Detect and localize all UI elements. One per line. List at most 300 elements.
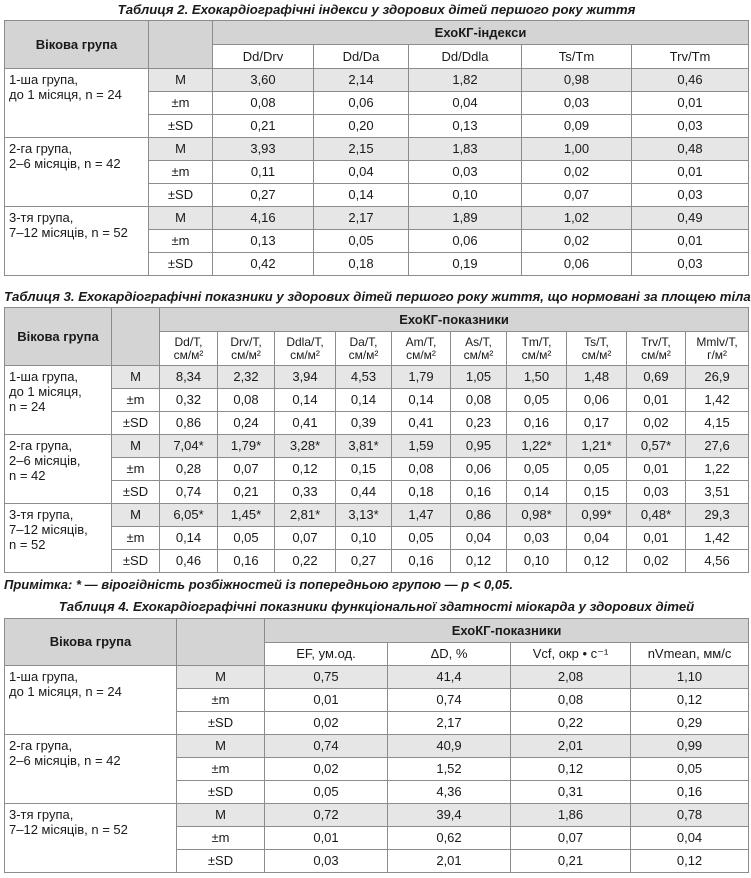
value-cell: 0,11 bbox=[213, 161, 314, 184]
main-header: ЕхоКГ-показники bbox=[160, 308, 749, 332]
value-cell: 0,98 bbox=[522, 69, 632, 92]
column-unit: см/м² bbox=[463, 347, 494, 362]
value-cell: 0,74 bbox=[160, 481, 218, 504]
group-label-line: n = 42 bbox=[9, 468, 46, 483]
column-header: Vcf, окр • с⁻¹ bbox=[511, 643, 631, 666]
column-header bbox=[686, 332, 749, 366]
value-cell: 3,13* bbox=[336, 504, 392, 527]
value-cell: 3,60 bbox=[213, 69, 314, 92]
value-cell: 0,07 bbox=[275, 527, 336, 550]
stat-cell: M bbox=[149, 207, 213, 230]
value-cell: 0,18 bbox=[392, 481, 451, 504]
group-header: Вікова група bbox=[5, 21, 149, 69]
main-header: ЕхоКГ-показники bbox=[265, 619, 749, 643]
value-cell: 0,49 bbox=[632, 207, 749, 230]
value-cell: 0,04 bbox=[409, 92, 522, 115]
value-cell: 1,86 bbox=[511, 804, 631, 827]
value-cell: 0,27 bbox=[213, 184, 314, 207]
value-cell: 0,08 bbox=[511, 689, 631, 712]
stat-cell: ±m bbox=[177, 758, 265, 781]
value-cell: 0,05 bbox=[507, 389, 567, 412]
value-cell: 0,19 bbox=[409, 253, 522, 276]
value-cell: 0,10 bbox=[409, 184, 522, 207]
value-cell: 0,48* bbox=[627, 504, 686, 527]
value-cell: 1,21* bbox=[567, 435, 627, 458]
value-cell: 1,89 bbox=[409, 207, 522, 230]
value-cell: 0,31 bbox=[511, 781, 631, 804]
value-cell: 0,02 bbox=[627, 550, 686, 573]
note-text: * — вірогідність розбіжностей із попередньою групою — р < 0,05. bbox=[72, 577, 513, 592]
stat-cell: ±SD bbox=[177, 781, 265, 804]
value-cell: 0,16 bbox=[631, 781, 749, 804]
stat-cell: ±SD bbox=[177, 850, 265, 873]
value-cell: 0,78 bbox=[631, 804, 749, 827]
value-cell: 0,48 bbox=[632, 138, 749, 161]
value-cell: 7,04* bbox=[160, 435, 218, 458]
value-cell: 0,12 bbox=[451, 550, 507, 573]
group-label bbox=[5, 207, 149, 276]
value-cell: 39,4 bbox=[388, 804, 511, 827]
value-cell: 0,27 bbox=[336, 550, 392, 573]
value-cell: 1,59 bbox=[392, 435, 451, 458]
value-cell: 0,86 bbox=[160, 412, 218, 435]
column-unit: г/м² bbox=[707, 347, 728, 362]
value-cell: 0,20 bbox=[314, 115, 409, 138]
value-cell: 1,22 bbox=[686, 458, 749, 481]
value-cell: 0,39 bbox=[336, 412, 392, 435]
column-header: Trv/Tm bbox=[632, 45, 749, 69]
value-cell: 4,16 bbox=[213, 207, 314, 230]
value-cell: 0,14 bbox=[314, 184, 409, 207]
value-cell: 1,22* bbox=[507, 435, 567, 458]
value-cell: 41,4 bbox=[388, 666, 511, 689]
stat-cell: ±SD bbox=[112, 481, 160, 504]
column-unit: см/м² bbox=[173, 347, 204, 362]
column-name: Tm/T, bbox=[521, 334, 552, 349]
value-cell: 0,03 bbox=[632, 115, 749, 138]
value-cell: 0,07 bbox=[218, 458, 275, 481]
value-cell: 0,14 bbox=[507, 481, 567, 504]
stat-cell: ±m bbox=[149, 92, 213, 115]
group-label-line: 2-га група, bbox=[9, 438, 73, 453]
group-header: Вікова група bbox=[5, 308, 112, 366]
value-cell: 6,05* bbox=[160, 504, 218, 527]
value-cell: 2,15 bbox=[314, 138, 409, 161]
value-cell: 2,32 bbox=[218, 366, 275, 389]
group-label bbox=[5, 504, 112, 573]
stat-cell: ±m bbox=[112, 527, 160, 550]
value-cell: 0,28 bbox=[160, 458, 218, 481]
value-cell: 0,86 bbox=[451, 504, 507, 527]
group-label-line: до 1 місяця, n = 24 bbox=[9, 684, 122, 699]
value-cell: 2,14 bbox=[314, 69, 409, 92]
value-cell: 0,22 bbox=[511, 712, 631, 735]
value-cell: 0,09 bbox=[522, 115, 632, 138]
value-cell: 0,12 bbox=[631, 850, 749, 873]
value-cell: 0,23 bbox=[451, 412, 507, 435]
value-cell: 0,41 bbox=[275, 412, 336, 435]
value-cell: 8,34 bbox=[160, 366, 218, 389]
value-cell: 0,03 bbox=[265, 850, 388, 873]
table-row bbox=[5, 138, 749, 161]
stat-cell: ±m bbox=[149, 230, 213, 253]
value-cell: 0,01 bbox=[265, 689, 388, 712]
value-cell: 0,01 bbox=[632, 161, 749, 184]
stat-cell: ±SD bbox=[112, 550, 160, 573]
value-cell: 3,94 bbox=[275, 366, 336, 389]
value-cell: 0,08 bbox=[213, 92, 314, 115]
value-cell: 0,08 bbox=[218, 389, 275, 412]
value-cell: 0,05 bbox=[314, 230, 409, 253]
main-header: ЕхоКГ-індекси bbox=[213, 21, 749, 45]
value-cell: 0,16 bbox=[392, 550, 451, 573]
group-label-line: 7–12 місяців, n = 52 bbox=[9, 225, 128, 240]
stat-cell: M bbox=[112, 504, 160, 527]
value-cell: 0,10 bbox=[507, 550, 567, 573]
column-unit: см/м² bbox=[290, 347, 320, 362]
column-name: Drv/T, bbox=[230, 334, 262, 349]
table-row bbox=[5, 458, 749, 481]
value-cell: 0,13 bbox=[213, 230, 314, 253]
stat-cell: ±m bbox=[177, 827, 265, 850]
table-row bbox=[5, 481, 749, 504]
column-header: ΔD, % bbox=[388, 643, 511, 666]
value-cell: 2,17 bbox=[388, 712, 511, 735]
value-cell: 0,44 bbox=[336, 481, 392, 504]
value-cell: 0,06 bbox=[451, 458, 507, 481]
value-cell: 0,03 bbox=[522, 92, 632, 115]
column-unit: см/м² bbox=[641, 347, 671, 362]
value-cell: 0,74 bbox=[265, 735, 388, 758]
value-cell: 0,05 bbox=[631, 758, 749, 781]
value-cell: 0,33 bbox=[275, 481, 336, 504]
value-cell: 0,01 bbox=[632, 92, 749, 115]
value-cell: 0,16 bbox=[507, 412, 567, 435]
value-cell: 1,52 bbox=[388, 758, 511, 781]
value-cell: 0,07 bbox=[522, 184, 632, 207]
column-unit: см/м² bbox=[231, 347, 261, 362]
value-cell: 0,05 bbox=[567, 458, 627, 481]
stat-cell: ±SD bbox=[149, 184, 213, 207]
stat-cell: ±SD bbox=[149, 253, 213, 276]
value-cell: 0,08 bbox=[451, 389, 507, 412]
value-cell: 0,04 bbox=[314, 161, 409, 184]
value-cell: 0,04 bbox=[567, 527, 627, 550]
value-cell: 0,03 bbox=[507, 527, 567, 550]
column-name: Trv/T, bbox=[641, 334, 671, 349]
value-cell: 0,69 bbox=[627, 366, 686, 389]
value-cell: 0,12 bbox=[511, 758, 631, 781]
stat-cell: M bbox=[177, 735, 265, 758]
value-cell: 0,21 bbox=[218, 481, 275, 504]
column-header bbox=[627, 332, 686, 366]
value-cell: 0,15 bbox=[336, 458, 392, 481]
table4-caption: Таблиця 4. Ехокардіографічні показники функціональної здатності міокарда у здорових дітей bbox=[58, 599, 695, 614]
value-cell: 4,56 bbox=[686, 550, 749, 573]
stat-header-empty bbox=[149, 21, 213, 69]
column-header bbox=[507, 332, 567, 366]
column-header bbox=[451, 332, 507, 366]
value-cell: 2,01 bbox=[388, 850, 511, 873]
table-row bbox=[5, 69, 749, 92]
value-cell: 0,05 bbox=[265, 781, 388, 804]
table3-caption: Таблиця 3. Ехокардіографічні показники у здорових дітей першого року життя, що нормовані за площею тіла bbox=[4, 289, 751, 304]
value-cell: 0,14 bbox=[160, 527, 218, 550]
column-unit: см/м² bbox=[406, 347, 436, 362]
value-cell: 3,93 bbox=[213, 138, 314, 161]
stat-header-empty bbox=[112, 308, 160, 366]
table4 bbox=[4, 618, 749, 873]
value-cell: 0,41 bbox=[392, 412, 451, 435]
stat-cell: M bbox=[112, 435, 160, 458]
group-label bbox=[5, 138, 149, 207]
group-label-line: 3-тя група, bbox=[9, 210, 74, 225]
value-cell: 0,01 bbox=[627, 458, 686, 481]
value-cell: 0,02 bbox=[522, 161, 632, 184]
value-cell: 1,79* bbox=[218, 435, 275, 458]
value-cell: 0,01 bbox=[265, 827, 388, 850]
table-row bbox=[5, 389, 749, 412]
group-label-line: 1-ша група, bbox=[9, 669, 79, 684]
column-name: Ddla/T, bbox=[286, 334, 324, 349]
value-cell: 0,62 bbox=[388, 827, 511, 850]
column-header: Ts/Tm bbox=[522, 45, 632, 69]
value-cell: 1,42 bbox=[686, 527, 749, 550]
column-header bbox=[275, 332, 336, 366]
value-cell: 0,75 bbox=[265, 666, 388, 689]
value-cell: 0,13 bbox=[409, 115, 522, 138]
group-label-line: 1-ша група, bbox=[9, 72, 79, 87]
stat-header-empty bbox=[177, 619, 265, 666]
stat-cell: ±m bbox=[177, 689, 265, 712]
value-cell: 0,15 bbox=[567, 481, 627, 504]
group-label-line: 3-тя група, bbox=[9, 807, 74, 822]
group-label-line: 2-га група, bbox=[9, 738, 73, 753]
value-cell: 0,02 bbox=[522, 230, 632, 253]
group-label bbox=[5, 69, 149, 138]
group-label-line: 7–12 місяців, bbox=[9, 522, 88, 537]
column-header bbox=[160, 332, 218, 366]
table-row bbox=[5, 435, 749, 458]
value-cell: 29,3 bbox=[686, 504, 749, 527]
value-cell: 1,02 bbox=[522, 207, 632, 230]
value-cell: 0,06 bbox=[567, 389, 627, 412]
value-cell: 0,46 bbox=[160, 550, 218, 573]
value-cell: 0,02 bbox=[265, 758, 388, 781]
group-label bbox=[5, 735, 177, 804]
column-header bbox=[567, 332, 627, 366]
value-cell: 0,03 bbox=[632, 253, 749, 276]
table-row bbox=[5, 735, 749, 758]
value-cell: 0,04 bbox=[451, 527, 507, 550]
value-cell: 2,81* bbox=[275, 504, 336, 527]
value-cell: 1,05 bbox=[451, 366, 507, 389]
group-label-line: n = 24 bbox=[9, 399, 46, 414]
value-cell: 27,6 bbox=[686, 435, 749, 458]
value-cell: 4,53 bbox=[336, 366, 392, 389]
value-cell: 0,01 bbox=[627, 527, 686, 550]
column-header bbox=[392, 332, 451, 366]
table-row bbox=[5, 412, 749, 435]
group-label-line: 3-тя група, bbox=[9, 507, 74, 522]
value-cell: 2,08 bbox=[511, 666, 631, 689]
group-label-line: 2-га група, bbox=[9, 141, 73, 156]
table-row bbox=[5, 804, 749, 827]
table-row bbox=[5, 527, 749, 550]
value-cell: 3,28* bbox=[275, 435, 336, 458]
value-cell: 0,05 bbox=[218, 527, 275, 550]
stat-cell: ±SD bbox=[112, 412, 160, 435]
column-unit: см/м² bbox=[581, 347, 612, 362]
column-header: Dd/Da bbox=[314, 45, 409, 69]
table-row bbox=[5, 207, 749, 230]
value-cell: 0,99* bbox=[567, 504, 627, 527]
value-cell: 0,06 bbox=[522, 253, 632, 276]
value-cell: 0,18 bbox=[314, 253, 409, 276]
value-cell: 0,57* bbox=[627, 435, 686, 458]
group-label-line: 2–6 місяців, bbox=[9, 453, 81, 468]
table-row bbox=[5, 366, 749, 389]
group-label-line: n = 52 bbox=[9, 537, 46, 552]
table2-caption: Таблиця 2. Ехокардіографічні індекси у здорових дітей першого року життя bbox=[117, 2, 636, 17]
column-name: Dd/T, bbox=[174, 334, 203, 349]
value-cell: 0,01 bbox=[632, 230, 749, 253]
value-cell: 1,42 bbox=[686, 389, 749, 412]
table-row bbox=[5, 666, 749, 689]
value-cell: 0,10 bbox=[336, 527, 392, 550]
column-header: EF, ум.од. bbox=[265, 643, 388, 666]
value-cell: 0,21 bbox=[511, 850, 631, 873]
value-cell: 0,14 bbox=[275, 389, 336, 412]
group-label bbox=[5, 666, 177, 735]
column-name: Mmlv/T, bbox=[696, 334, 738, 349]
value-cell: 0,05 bbox=[392, 527, 451, 550]
value-cell: 0,02 bbox=[627, 412, 686, 435]
column-name: Da/T, bbox=[349, 334, 378, 349]
value-cell: 0,12 bbox=[567, 550, 627, 573]
group-label bbox=[5, 804, 177, 873]
value-cell: 0,46 bbox=[632, 69, 749, 92]
value-cell: 0,05 bbox=[507, 458, 567, 481]
value-cell: 0,02 bbox=[265, 712, 388, 735]
value-cell: 0,32 bbox=[160, 389, 218, 412]
value-cell: 2,17 bbox=[314, 207, 409, 230]
value-cell: 0,08 bbox=[392, 458, 451, 481]
note-label: Примітка: bbox=[4, 577, 73, 592]
value-cell: 4,36 bbox=[388, 781, 511, 804]
value-cell: 0,01 bbox=[627, 389, 686, 412]
value-cell: 0,07 bbox=[511, 827, 631, 850]
value-cell: 2,01 bbox=[511, 735, 631, 758]
column-name: Am/T, bbox=[405, 334, 437, 349]
value-cell: 0,04 bbox=[631, 827, 749, 850]
column-header: nVmean, мм/с bbox=[631, 643, 749, 666]
value-cell: 1,00 bbox=[522, 138, 632, 161]
table-row bbox=[5, 550, 749, 573]
column-unit: см/м² bbox=[348, 347, 379, 362]
value-cell: 0,16 bbox=[218, 550, 275, 573]
value-cell: 3,51 bbox=[686, 481, 749, 504]
value-cell: 0,03 bbox=[632, 184, 749, 207]
value-cell: 0,12 bbox=[275, 458, 336, 481]
group-label-line: 1-ша група, bbox=[9, 369, 79, 384]
column-header: Dd/Drv bbox=[213, 45, 314, 69]
value-cell: 3,81* bbox=[336, 435, 392, 458]
value-cell: 0,14 bbox=[392, 389, 451, 412]
table3 bbox=[4, 307, 749, 573]
value-cell: 0,03 bbox=[409, 161, 522, 184]
stat-cell: ±SD bbox=[149, 115, 213, 138]
value-cell: 40,9 bbox=[388, 735, 511, 758]
value-cell: 1,10 bbox=[631, 666, 749, 689]
table3-note bbox=[4, 577, 513, 593]
value-cell: 1,50 bbox=[507, 366, 567, 389]
value-cell: 0,22 bbox=[275, 550, 336, 573]
value-cell: 1,45* bbox=[218, 504, 275, 527]
stat-cell: M bbox=[149, 138, 213, 161]
column-header bbox=[218, 332, 275, 366]
value-cell: 0,99 bbox=[631, 735, 749, 758]
column-header bbox=[336, 332, 392, 366]
value-cell: 4,15 bbox=[686, 412, 749, 435]
group-label-line: 7–12 місяців, n = 52 bbox=[9, 822, 128, 837]
value-cell: 1,83 bbox=[409, 138, 522, 161]
stat-cell: ±m bbox=[112, 389, 160, 412]
group-label bbox=[5, 366, 112, 435]
stat-cell: ±SD bbox=[177, 712, 265, 735]
stat-cell: M bbox=[177, 666, 265, 689]
value-cell: 0,06 bbox=[314, 92, 409, 115]
column-name: Ts/T, bbox=[584, 334, 609, 349]
value-cell: 1,82 bbox=[409, 69, 522, 92]
stat-cell: M bbox=[112, 366, 160, 389]
stat-cell: M bbox=[177, 804, 265, 827]
column-name: As/T, bbox=[465, 334, 492, 349]
value-cell: 0,24 bbox=[218, 412, 275, 435]
value-cell: 0,14 bbox=[336, 389, 392, 412]
group-label-line: до 1 місяця, bbox=[9, 384, 82, 399]
group-label-line: до 1 місяця, n = 24 bbox=[9, 87, 122, 102]
value-cell: 0,17 bbox=[567, 412, 627, 435]
value-cell: 0,98* bbox=[507, 504, 567, 527]
value-cell: 0,06 bbox=[409, 230, 522, 253]
value-cell: 0,03 bbox=[627, 481, 686, 504]
group-label bbox=[5, 435, 112, 504]
value-cell: 0,29 bbox=[631, 712, 749, 735]
value-cell: 1,48 bbox=[567, 366, 627, 389]
value-cell: 0,72 bbox=[265, 804, 388, 827]
column-header: Dd/Ddla bbox=[409, 45, 522, 69]
group-header: Вікова група bbox=[5, 619, 177, 666]
value-cell: 0,12 bbox=[631, 689, 749, 712]
stat-cell: ±m bbox=[112, 458, 160, 481]
table-row bbox=[5, 504, 749, 527]
value-cell: 0,42 bbox=[213, 253, 314, 276]
value-cell: 1,47 bbox=[392, 504, 451, 527]
value-cell: 0,21 bbox=[213, 115, 314, 138]
stat-cell: M bbox=[149, 69, 213, 92]
table2 bbox=[4, 20, 749, 276]
value-cell: 1,79 bbox=[392, 366, 451, 389]
value-cell: 0,74 bbox=[388, 689, 511, 712]
value-cell: 26,9 bbox=[686, 366, 749, 389]
group-label-line: 2–6 місяців, n = 42 bbox=[9, 156, 121, 171]
value-cell: 0,16 bbox=[451, 481, 507, 504]
stat-cell: ±m bbox=[149, 161, 213, 184]
value-cell: 0,95 bbox=[451, 435, 507, 458]
column-unit: см/м² bbox=[521, 347, 552, 362]
group-label-line: 2–6 місяців, n = 42 bbox=[9, 753, 121, 768]
